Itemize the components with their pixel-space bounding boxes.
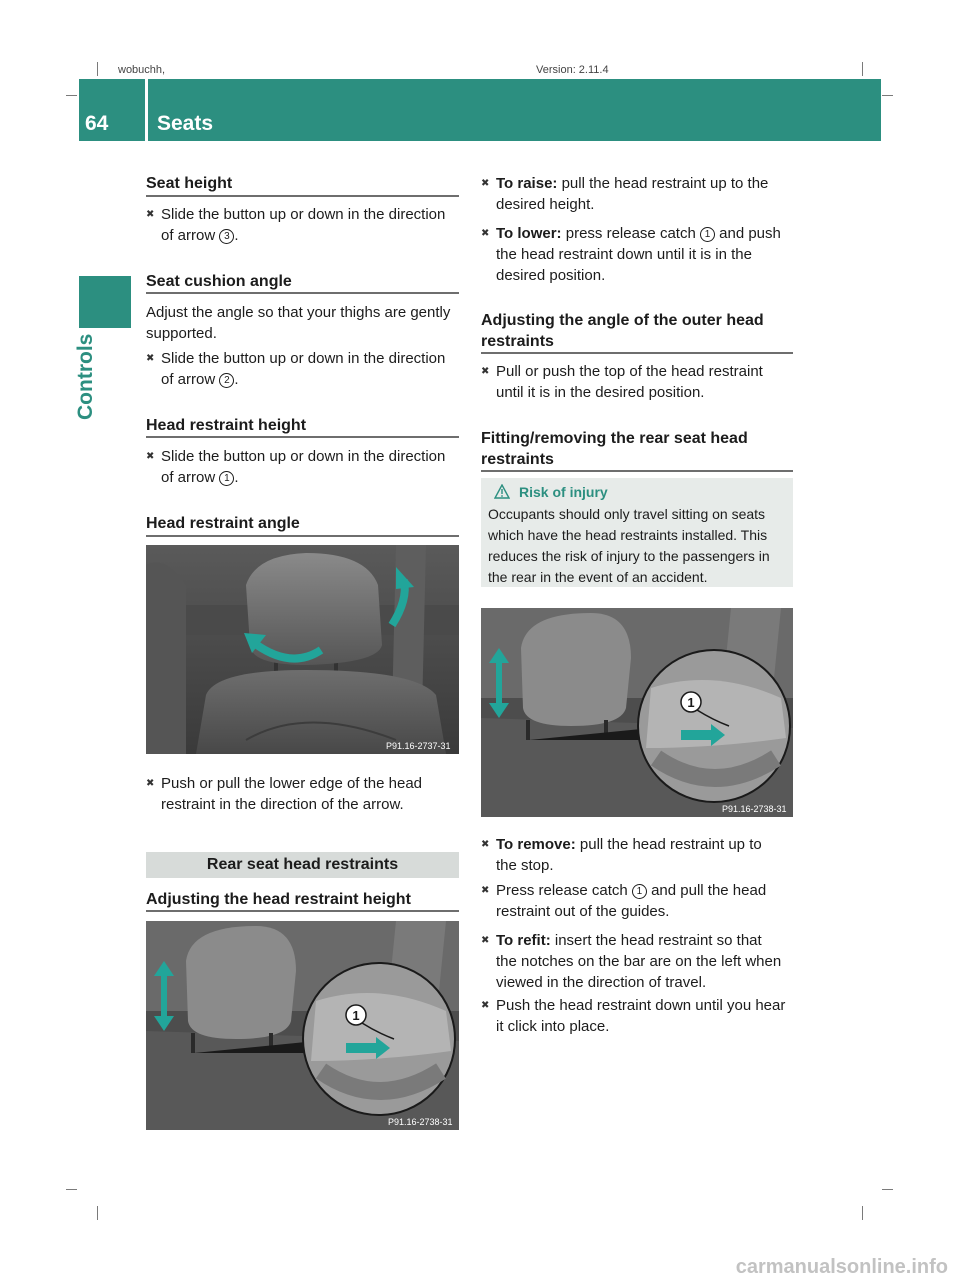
heading-rule — [481, 470, 793, 472]
heading-rule — [146, 436, 459, 438]
crop-mark — [862, 1206, 863, 1220]
bullet-remove: ✖ To remove: pull the head restraint up to the stop. — [481, 834, 816, 876]
heading-restraint-angle: Head restraint angle — [146, 515, 300, 532]
crop-mark — [97, 1206, 98, 1220]
callout-number: 1 — [219, 471, 234, 486]
bullet-push-down: ✖ Push the head restraint down until you hear it click into place. — [481, 995, 816, 1037]
figure-code: P91.16-2737-31 — [386, 741, 451, 751]
figure-code: P91.16-2738-31 — [388, 1117, 453, 1127]
callout-number: 3 — [219, 229, 234, 244]
page-number: 64 — [85, 112, 109, 135]
heading-rule — [146, 292, 459, 294]
print-tag-right: Version: 2.11.4 — [536, 64, 609, 76]
callout-number: 1 — [700, 227, 715, 242]
sidebar-tab — [79, 276, 131, 328]
heading-rule — [146, 195, 459, 197]
bullet-lower: ✖ To lower: press release catch 1 and push the head restraint down until it is in the desired position. — [481, 223, 816, 286]
warning-text: Occupants should only travel sitting on seats which have the head restraints installed. This reduces the risk of injury to the passengers in the rear in the event of an accident. — [488, 506, 770, 585]
page-title: Seats — [157, 112, 214, 135]
figure-callout: 1 — [352, 1008, 360, 1023]
heading-outer-angle: Adjusting the angle of the outer head restraints — [481, 312, 764, 350]
crop-mark — [97, 62, 98, 76]
heading-restraint-height: Head restraint height — [146, 417, 307, 434]
heading-rear-height: Adjusting the head restraint height — [146, 891, 411, 908]
figure-rear-restraint-left — [146, 921, 459, 1130]
figure-head-restraint-angle — [146, 545, 459, 754]
callout-number: 1 — [632, 884, 647, 899]
bullet-refit: ✖ To refit: insert the head restraint so that the notches on the bar are on the left when viewed in the direction of travel. — [481, 930, 816, 993]
print-tag-left: wobuchh, — [118, 64, 166, 76]
bullet-seat-cushion: ✖ Slide the button up or down in the direction of arrow 2 . — [146, 348, 481, 390]
figure-code: P91.16-2738-31 — [722, 804, 787, 814]
bullet-press-catch: ✖ Press release catch 1 and pull the head restraint out of the guides. — [481, 880, 816, 922]
section-title: Rear seat head restraints — [206, 856, 399, 873]
crop-mark — [66, 95, 77, 96]
callout-number: 2 — [219, 373, 234, 388]
crop-mark — [66, 1189, 77, 1190]
bullet-restraint-angle: ✖ Push or pull the lower edge of the head restraint in the direction of the arrow. — [146, 773, 481, 815]
heading-rule — [481, 352, 793, 354]
figure-rear-restraint-right — [481, 608, 793, 817]
heading-rule — [146, 910, 459, 912]
bullet-seat-height: ✖ Slide the button up or down in the direction of arrow 3 . — [146, 204, 481, 246]
warning-title: Risk of injury — [519, 484, 608, 500]
header-divider — [145, 79, 148, 141]
heading-rule — [146, 535, 459, 537]
bullet-raise: ✖ To raise: pull the head restraint up to the desired height. — [481, 173, 816, 215]
cushion-intro: Adjust the angle so that your thighs are gently supported. — [146, 304, 451, 342]
crop-mark — [882, 95, 893, 96]
bullet-restraint-height: ✖ Slide the button up or down in the direction of arrow 1 . — [146, 446, 481, 488]
bullet-outer-angle: ✖ Pull or push the top of the head restraint until it is in the desired position. — [481, 361, 816, 403]
heading-seat-cushion: Seat cushion angle — [146, 273, 292, 290]
crop-mark — [862, 62, 863, 76]
watermark-link[interactable]: carmanualsonline.info — [735, 1256, 948, 1278]
crop-mark — [882, 1189, 893, 1190]
warning-icon — [494, 484, 510, 499]
heading-fitting: Fitting/removing the rear seat head restraints — [481, 430, 748, 468]
heading-seat-height: Seat height — [146, 175, 233, 192]
figure-callout: 1 — [687, 695, 695, 710]
sidebar-label: Controls — [74, 333, 97, 420]
